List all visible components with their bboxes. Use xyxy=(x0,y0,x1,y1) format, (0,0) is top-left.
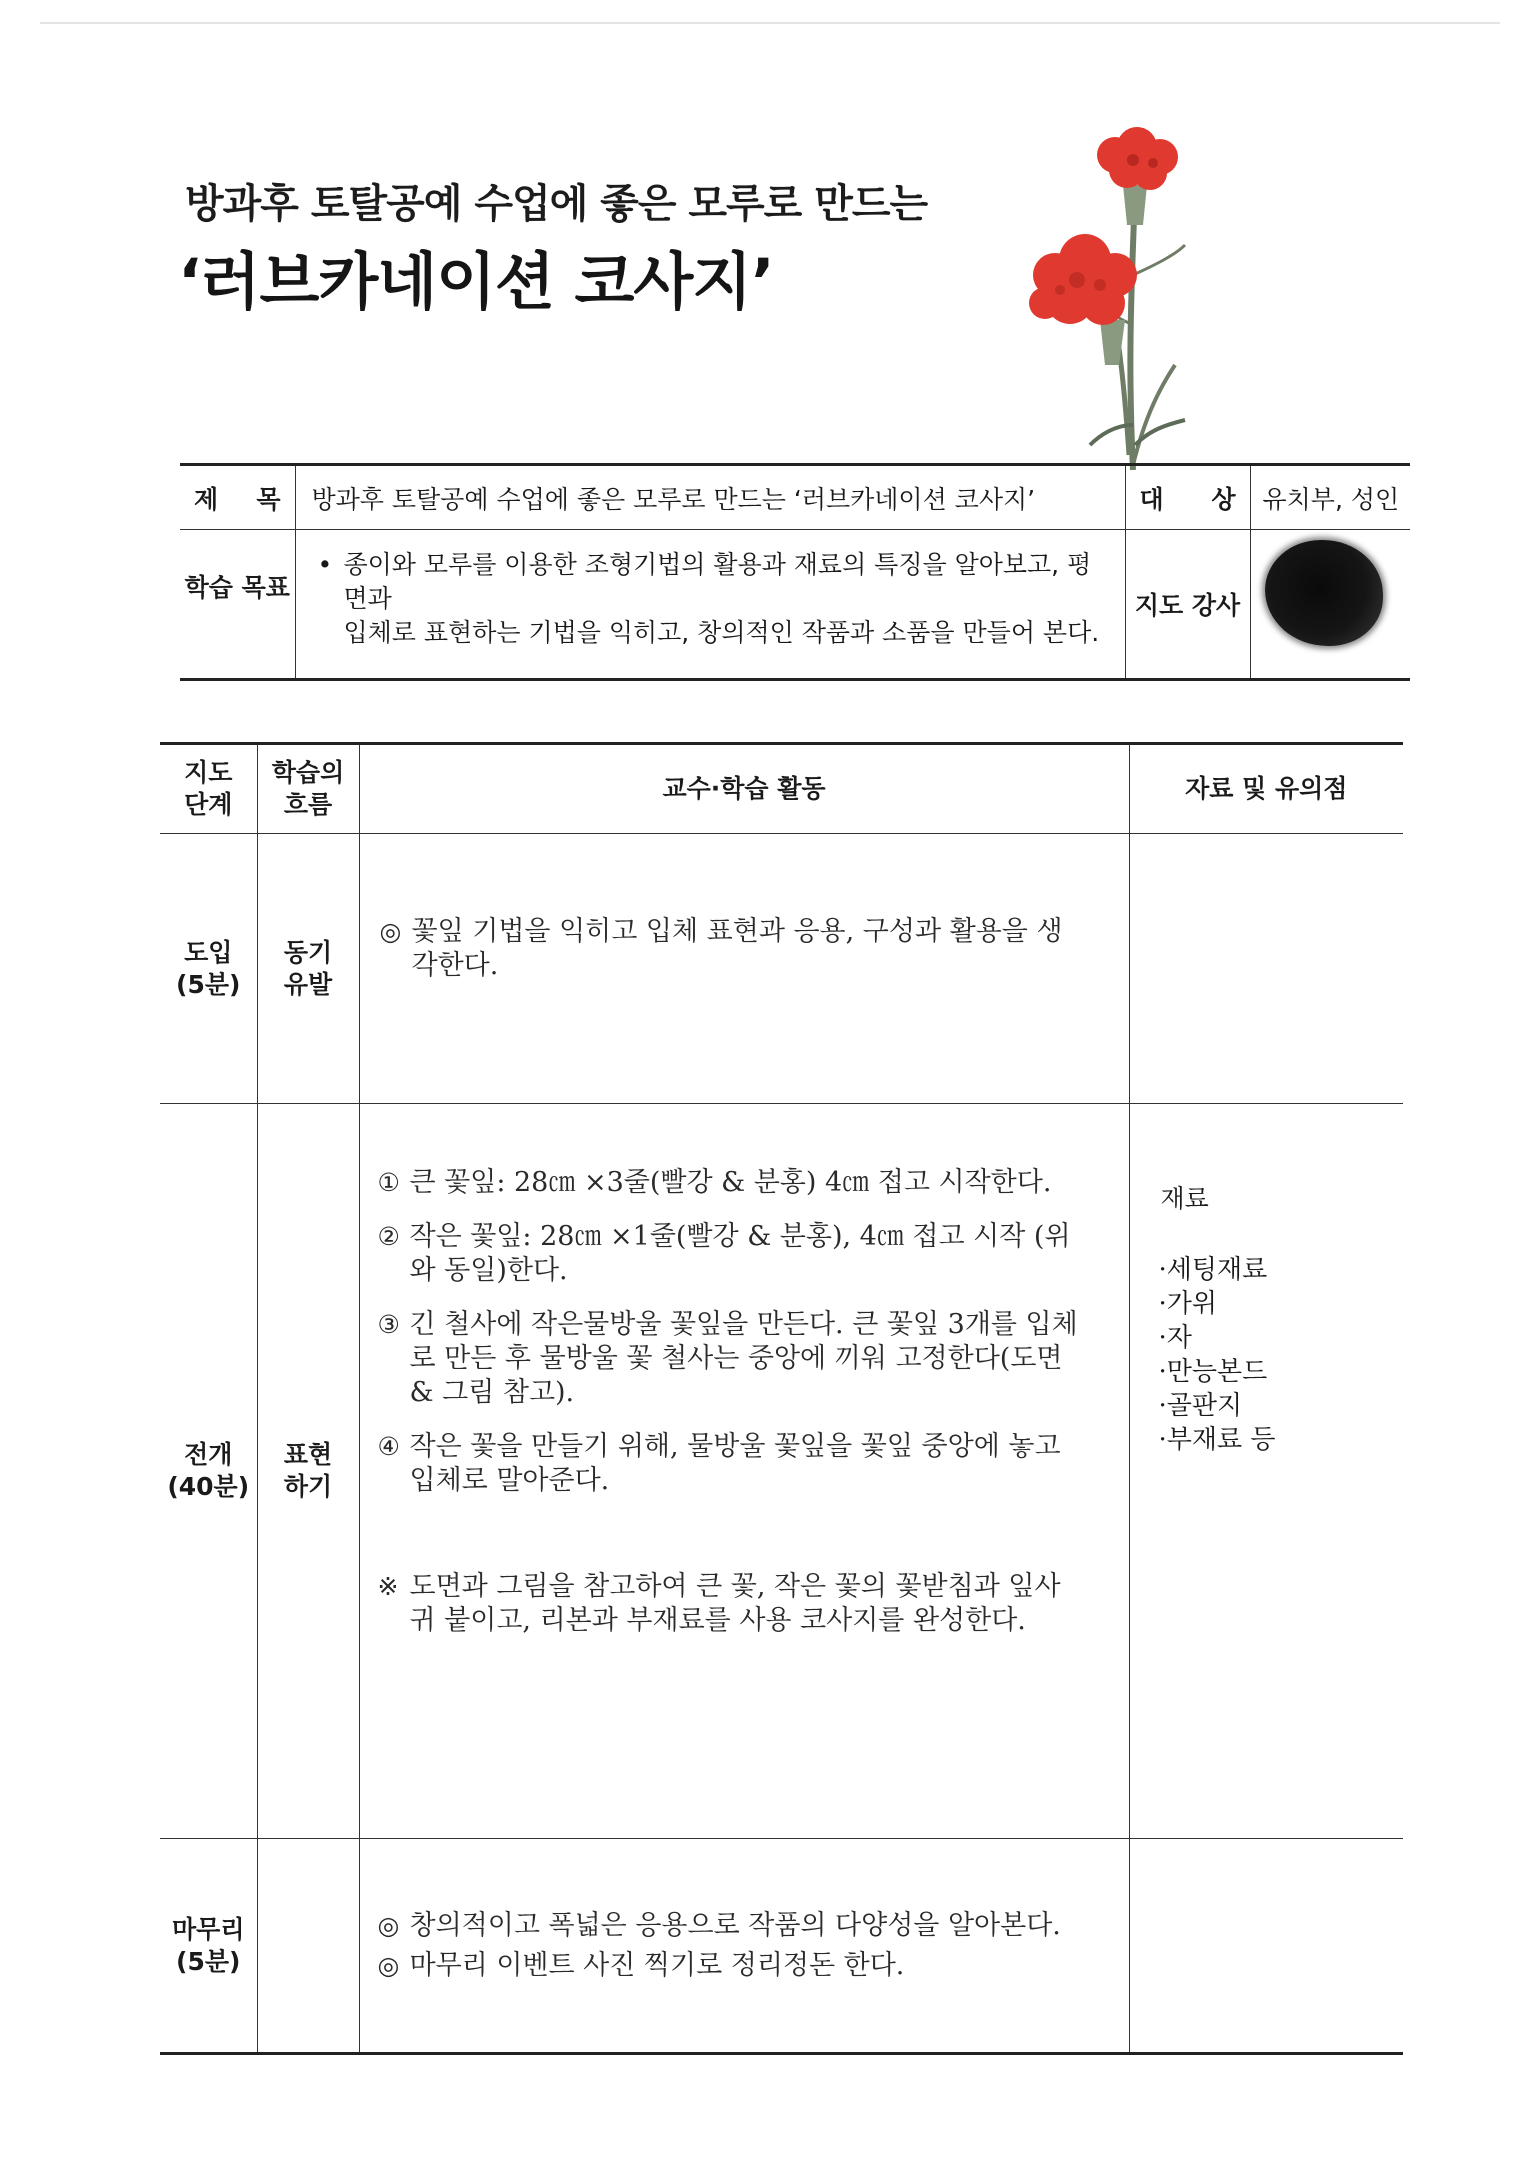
closing-activity xyxy=(359,1839,1129,2054)
lesson-info-table xyxy=(180,463,1410,681)
goal-content xyxy=(295,530,1125,680)
closing-materials xyxy=(1129,1839,1403,2054)
intro-activity xyxy=(359,834,1129,1104)
scan-top-edge xyxy=(40,22,1500,24)
intro-materials xyxy=(1129,834,1403,1104)
material-item: · 가위 xyxy=(1159,1287,1403,1321)
goal-line-1: 종이와 모루를 이용한 조형기법의 활용과 재료의 특징을 알아보고, 평면과 xyxy=(343,550,1092,613)
intro-flow: 동기 유발 xyxy=(257,834,359,1104)
develop-activity xyxy=(359,1104,1129,1839)
material-item: · 세팅재료 xyxy=(1159,1253,1403,1287)
header-materials: 자료 및 유의점 xyxy=(1129,744,1403,834)
material-item: · 자 xyxy=(1159,1321,1403,1355)
develop-materials xyxy=(1129,1104,1403,1839)
header-stage: 지도 단계 xyxy=(160,744,257,834)
intro-marker: ◎ xyxy=(379,916,402,946)
title-label: 제 목 xyxy=(180,465,295,530)
header-flow: 학습의 흐름 xyxy=(257,744,359,834)
material-item: · 골판지 xyxy=(1159,1389,1403,1423)
materials-list xyxy=(1159,1253,1403,1457)
target-value: 유치부, 성인 xyxy=(1250,465,1410,530)
target-label: 대 상 xyxy=(1125,465,1250,530)
step-4: ④ 작은 꽃을 만들기 위해, 물방울 꽃잎을 꽃잎 중앙에 놓고 입체로 말아준다. xyxy=(377,1431,1061,1496)
instructor-label: 지도 강사 xyxy=(1125,530,1250,680)
closing-item-2: ◎ 마무리 이벤트 사진 찍기로 정리정돈 한다. xyxy=(377,1949,905,1981)
goal-label: 학습 목표 xyxy=(180,530,295,680)
develop-flow: 표현 하기 xyxy=(257,1104,359,1839)
develop-note: ※ 도면과 그림을 참고하여 큰 꽃, 작은 꽃의 꽃받침과 잎사귀 붙이고, 리본과 부재료를 사용 코사지를 완성한다. xyxy=(377,1571,1061,1636)
closing-flow xyxy=(257,1839,359,2054)
title-value: 방과후 토탈공예 수업에 좋은 모루로 만드는 ‘러브카네이션 코사지’ xyxy=(295,465,1125,530)
materials-title: 재료 xyxy=(1160,1185,1209,1213)
instructor-seal-cell xyxy=(1250,530,1410,680)
goal-line-2: 입체로 표현하는 기법을 익히고, 창의적인 작품과 소품을 만들어 본다. xyxy=(343,618,1100,647)
step-3: ③ 긴 철사에 작은물방울 꽃잎을 만든다. 큰 꽃잎 3개를 입체로 만든 후 물방울 꽃 철사는 중앙에 끼워 고정한다(도면 & 그림 참고). xyxy=(377,1309,1078,1408)
header-activity: 교수·학습 활동 xyxy=(359,744,1129,834)
step-2: ② 작은 꽃잎: 28㎝ ×1줄(빨강 & 분홍), 4㎝ 접고 시작 (위와 동일)한다. xyxy=(377,1221,1071,1286)
material-item: · 부재료 등 xyxy=(1159,1423,1403,1457)
step-1: ① 큰 꽃잎: 28㎝ ×3줄(빨강 & 분홍) 4㎝ 접고 시작한다. xyxy=(377,1167,1052,1198)
closing-item-1: ◎ 창의적이고 폭넓은 응용으로 작품의 다양성을 알아본다. xyxy=(377,1909,1061,1941)
closing-stage: 마무리 (5분) xyxy=(160,1839,257,2054)
redacted-seal xyxy=(1265,540,1383,646)
carnation-illustration xyxy=(1015,125,1245,485)
material-item: · 만능본드 xyxy=(1159,1355,1403,1389)
develop-stage: 전개 (40분) xyxy=(160,1104,257,1839)
intro-text: 꽃잎 기법을 익히고 입체 표현과 응용, 구성과 활용을 생각한다. xyxy=(411,915,1063,981)
page-subtitle: 방과후 토탈공예 수업에 좋은 모루로 만드는 xyxy=(185,181,928,227)
lesson-plan-table xyxy=(160,742,1403,2055)
intro-stage: 도입 (5분) xyxy=(160,834,257,1104)
goal-bullet: • xyxy=(317,550,333,579)
page-title: ‘러브카네이션 코사지’ xyxy=(178,245,774,318)
